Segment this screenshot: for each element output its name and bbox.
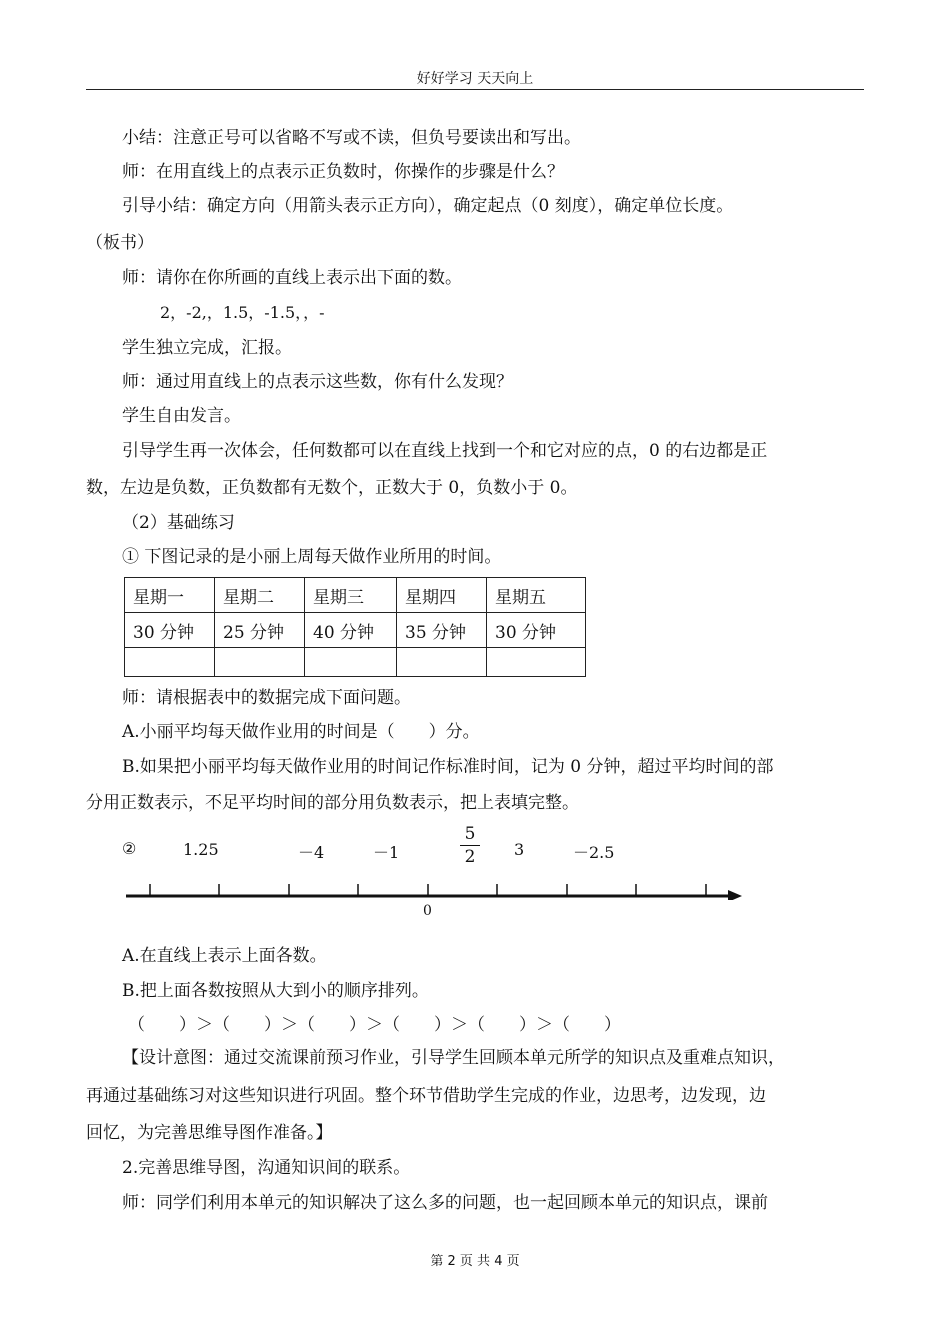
page-header: 好好学习 天天向上 <box>416 71 534 87</box>
section-heading: 2.完善思维导图，沟通知识间的联系。 <box>122 1158 411 1178</box>
text-line: 数，左边是负数，正负数都有无数个，正数大于 0，负数小于 0。 <box>86 478 578 498</box>
section-heading: （2）基础练习 <box>122 513 235 533</box>
homework-time-table <box>124 577 586 677</box>
fraction-bar <box>460 845 480 846</box>
number-list: 2，-2,，1.5，-1.5，，- <box>160 303 325 322</box>
header-rule <box>86 89 864 90</box>
table-cell-blank <box>305 648 397 677</box>
text-line: 学生独立完成，汇报。 <box>122 338 292 358</box>
table-cell-blank <box>397 648 487 677</box>
text-line: 分用正数表示，不足平均时间的部分用负数表示，把上表填完整。 <box>86 793 579 813</box>
number-line <box>0 870 950 900</box>
table-row <box>125 578 586 613</box>
text-line: B.把上面各数按照从大到小的顺序排列。 <box>122 981 429 1001</box>
table-cell-blank <box>215 648 305 677</box>
text-line: B.如果把小丽平均每天做作业用的时间记作标准时间，记为 0 分钟，超过平均时间的部 <box>122 757 774 777</box>
fraction-numerator: 5 <box>464 824 476 844</box>
text-line: 师：请你在你所画的直线上表示出下面的数。 <box>122 268 462 288</box>
text-line: （板书） <box>86 233 154 253</box>
text-line: 师：在用直线上的点表示正负数时，你操作的步骤是什么？ <box>122 162 564 182</box>
text-line: 师：同学们利用本单元的知识解决了这么多的问题，也一起回顾本单元的知识点，课前 <box>122 1193 768 1213</box>
text-line: 引导学生再一次体会，任何数都可以在直线上找到一个和它对应的点，0 的右边都是正 <box>122 441 768 461</box>
table-cell: 星期一 <box>125 578 215 613</box>
table-cell-blank <box>487 648 586 677</box>
table-cell-blank <box>125 648 215 677</box>
design-intent: 再通过基础练习对这些知识进行巩固。整个环节借助学生完成的作业，边思考，边发现，边 <box>86 1086 766 1106</box>
question-marker: ② <box>122 839 137 858</box>
order-blanks: （ ）＞（ ）＞（ ）＞（ ）＞（ ）＞（ ） <box>128 1015 621 1035</box>
arrow-head-icon <box>728 890 742 900</box>
text-line: A.在直线上表示上面各数。 <box>122 946 327 966</box>
design-intent: 回忆，为完善思维导图作准备。】 <box>86 1123 333 1143</box>
table-cell: 星期四 <box>397 578 487 613</box>
table-row <box>125 648 586 677</box>
table-cell: 星期三 <box>305 578 397 613</box>
number-line-ticks <box>150 884 706 896</box>
number-label: －2.5 <box>573 843 615 862</box>
table-cell: 40 分钟 <box>305 613 397 648</box>
table-cell: 星期二 <box>215 578 305 613</box>
text-line: 引导小结：确定方向（用箭头表示正方向），确定起点（0 刻度），确定单位长度。 <box>122 196 734 216</box>
text-line: ① 下图记录的是小丽上周每天做作业所用的时间。 <box>122 547 502 567</box>
table-cell: 25 分钟 <box>215 613 305 648</box>
number-label: 1.25 <box>183 840 219 859</box>
table-row <box>125 613 586 648</box>
design-intent: 【设计意图：通过交流课前预习作业，引导学生回顾本单元所学的知识点及重难点知识， <box>122 1048 785 1068</box>
text-line: 小结：注意正号可以省略不写或不读，但负号要读出和写出。 <box>122 128 581 148</box>
table-cell: 35 分钟 <box>397 613 487 648</box>
table-cell: 星期五 <box>487 578 586 613</box>
table-cell: 30 分钟 <box>487 613 586 648</box>
table-cell: 30 分钟 <box>125 613 215 648</box>
number-label: －1 <box>373 843 400 862</box>
number-label: 3 <box>514 840 525 859</box>
text-line: 师：通过用直线上的点表示这些数，你有什么发现？ <box>122 372 513 392</box>
text-line: 学生自由发言。 <box>122 406 241 426</box>
fraction-denominator: 2 <box>464 847 476 867</box>
text-line: 师：请根据表中的数据完成下面问题。 <box>122 688 411 708</box>
zero-label: 0 <box>423 903 432 919</box>
number-label: －4 <box>298 843 325 862</box>
page-footer: 第 2 页 共 4 页 <box>430 1254 520 1269</box>
fraction-five-halves <box>460 824 480 867</box>
text-line: A.小丽平均每天做作业用的时间是（ ）分。 <box>122 722 480 742</box>
